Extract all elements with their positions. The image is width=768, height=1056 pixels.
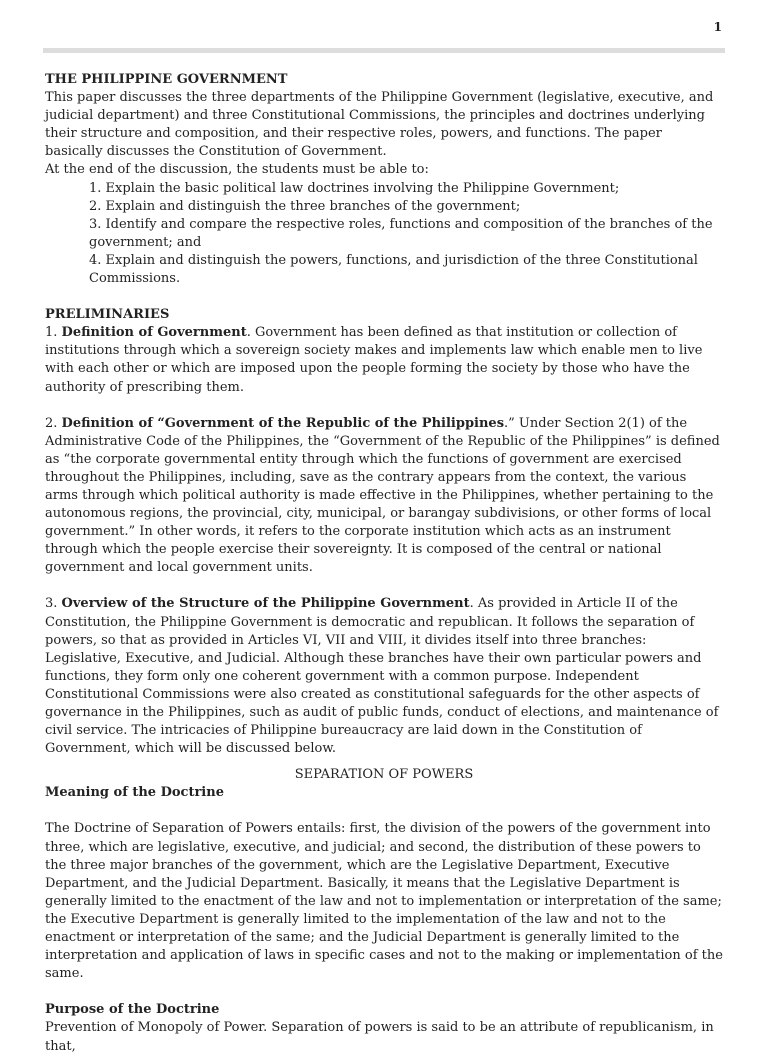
document-body — [45, 71, 723, 1056]
page-number: 1 — [713, 20, 722, 34]
objective-item: 1. Explain the basic political law doctrines involving the Philippine Government; — [89, 180, 620, 196]
objective-item: 3. Identify and compare the respective roles, functions and composition of the branches of the government; and — [89, 216, 713, 250]
preliminaries-heading: PRELIMINARIES — [45, 307, 170, 323]
objective-item: 2. Explain and distinguish the three branches of the government; — [89, 198, 521, 214]
meaning-paragraph: The Doctrine of Separation of Powers entails: first, the division of the powers of the government into three, which are legislative, executive, and judicial; and second, the distribution of these powers to the three major branches of the government, which are the Legislative Department, Executive Department, and the Judicial Department. Basically, it means that the Legislative Department is generally limited to the enactment of the law and not to implementation or interpretation of the same; the Executive Department is generally limited to the implementation of the law and not to the enactment or interpretation of the same; and the Judicial Department is generally limited to the interpretation and application of laws in specific cases and not to the making or implementation of the same. — [45, 821, 723, 982]
purpose-heading: Purpose of the Doctrine — [45, 1002, 220, 1018]
structure-overview-paragraph — [45, 595, 723, 758]
spacer — [45, 397, 723, 415]
spacer — [45, 288, 723, 306]
definition-republic-paragraph — [45, 415, 723, 578]
intro-paragraph: This paper discusses the three departments of the Philippine Government (legislative, executive, and judicial department) and three Constitutional Commissions, the principles and doctrines underlying their structure and composition, and their respective roles, powers, and functions. The paper basically discusses the Constitution of Government. — [45, 90, 714, 160]
item-number: 3. — [45, 596, 62, 612]
meaning-heading: Meaning of the Doctrine — [45, 785, 224, 801]
spacer — [45, 983, 723, 1001]
spacer — [45, 577, 723, 595]
definition-government-paragraph — [45, 324, 723, 396]
objectives-list — [45, 180, 723, 289]
item-term: Definition of Government — [61, 325, 247, 341]
item-text: . Government has been defined as that institution or collection of institutions through which a sovereign society makes and implements law which enable men to live with each other or which are imposed upon the people forming the society by those who have the authority of prescribing them. — [45, 325, 703, 395]
item-text: .” Under Section 2(1) of the Administrative Code of the Philippines, the “Government of the Republic of the Philippines” is defined as “the corporate governmental entity through which the functions of government are exercised throughout the Philippines, including, save as the contrary appears from the context, the various arms through which political authority is made effective in the Philippines, whether pertaining to the autonomous regions, the provincial, city, municipal, or barangay subdivisions, or other forms of local government.” In other words, it refers to the corporate institution which acts as an instrument through which the people exercise their sovereignty. It is composed of the central or national government and local government units. — [45, 415, 720, 576]
item-term: Definition of “Government of the Republic of the Philippines — [61, 415, 505, 431]
objective-item: 4. Explain and distinguish the powers, functions, and jurisdiction of the three Constitutional Commissions. — [89, 252, 698, 287]
header-rule — [43, 48, 725, 53]
item-text: . As provided in Article II of the Constitution, the Philippine Government is democratic and republican. It follows the separation of powers, so that as provided in Articles VI, VII and VIII, it divides itself into three branches: Legislative, Executive, and Judicial. Although these branches have their own particular powers and functions, they form only one coherent government with a common purpose. Independent Constitutional Commissions were also created as constitutional safeguards for the other aspects of governance in the Philippines, such as audit of public funds, conduct of elections, and maintenance of civil service. The intricacies of Philippine bureaucracy are laid down in the Constitution of Government, which will be discussed below. — [45, 596, 719, 757]
spacer — [45, 802, 723, 820]
item-term: Overview of the Structure of the Philippine Government — [61, 596, 470, 612]
separation-heading: SEPARATION OF POWERS — [294, 767, 474, 783]
item-number: 2. — [45, 415, 62, 431]
item-number: 1. — [45, 325, 62, 341]
document-title: THE PHILIPPINE GOVERNMENT — [45, 72, 288, 87]
objectives-lead: At the end of the discussion, the students must be able to: — [45, 162, 429, 178]
purpose-paragraph: Prevention of Monopoly of Power. Separation of powers is said to be an attribute of republicanism, in that, — [45, 1020, 714, 1054]
